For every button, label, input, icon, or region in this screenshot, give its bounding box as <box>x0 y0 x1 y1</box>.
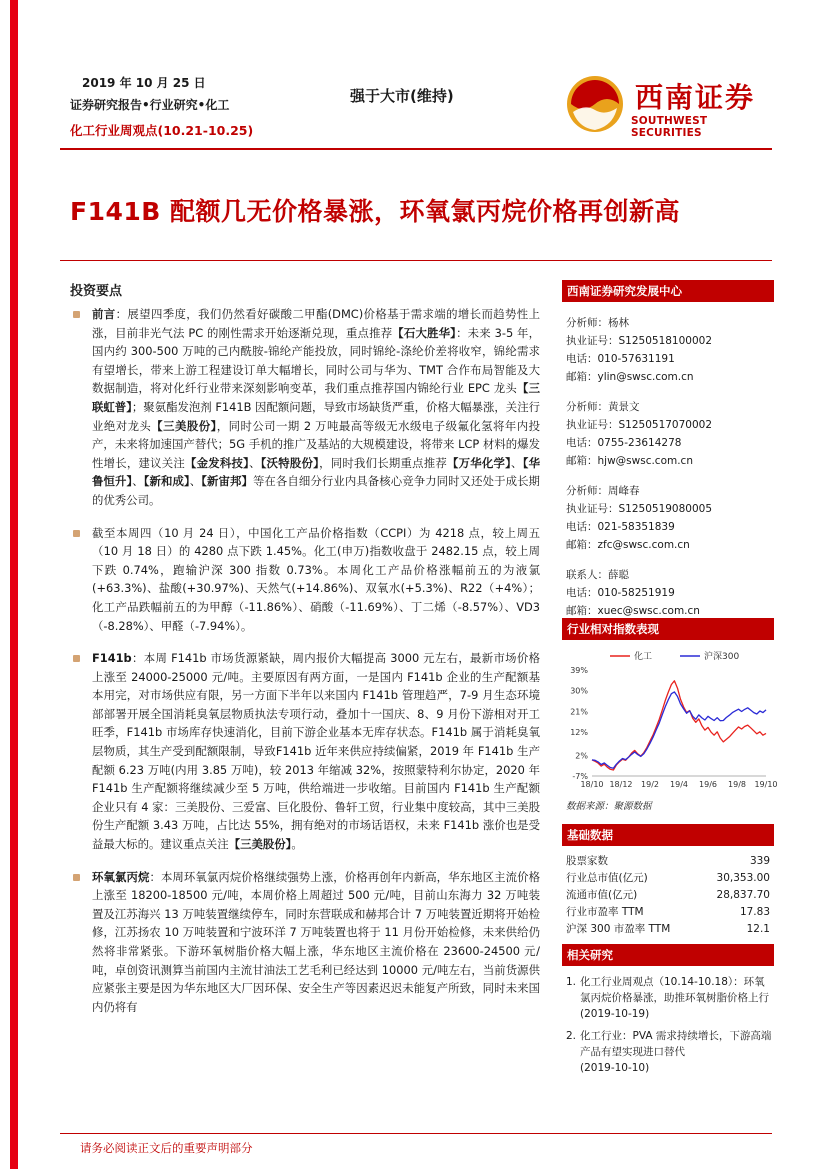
row-label: 沪深 300 市盈率 TTM <box>566 923 671 935</box>
item-date: (2019-10-19) <box>580 1008 650 1020</box>
text-run: 、 <box>249 455 261 470</box>
southwest-securities-logo <box>565 74 775 139</box>
text-run: ：本周环氧氯丙烷价格继续强势上涨，价格再创年内新高，华东地区主流价格上涨至 18200-18500 元/吨，本周价格上周超过 500 元/吨，目前山东海力 32 万吨装置及江苏海兴 13 万吨装置继续停车，同时东营联成和赫邦合计 7 万吨装置近期将开始检修，江苏扬农 10 万吨装置和宁波环洋 7 万吨装置也将于 11 月份开始检修，未来供给仍然将非常紧张。下游环氧树脂价格大幅上涨，华东地区主流价格在 23600-24500 元/吨，卓创资讯测算当前国内主流甘油法工艺毛利已经达到 10000 元/吨左右，当前货源供应紧张主要是因为华东地区大厂因环保、安全生产等因素迟迟未能复产所致，同时未来国内仍将有 <box>92 869 540 1014</box>
bullet-icon <box>73 311 80 318</box>
report-title: F141B 配额几无价格暴涨，环氧氯丙烷价格再创新高 <box>70 197 681 226</box>
bullet-icon <box>73 530 80 537</box>
legend-label: 沪深300 <box>704 652 740 662</box>
y-tick-label: 30% <box>570 686 588 696</box>
contact-email[interactable]: 邮箱：xuec@swsc.com.cn <box>566 605 700 617</box>
row-value: 17.83 <box>739 905 770 918</box>
stock-highlight: 【石大胜华】 <box>392 325 457 340</box>
logo-chinese-name: 西南证券 <box>635 81 756 114</box>
analyst-cert: 执业证号：S1250517070002 <box>566 419 713 431</box>
text-run: ；聚氨酯发泡剂 F141B 因配额问题，导致市场缺货严重，价格大幅暴涨，关注行业绝对龙头 <box>92 399 540 433</box>
stock-highlight: 【新宙邦】 <box>201 474 253 489</box>
stock-highlight: 【金发科技】 <box>185 455 250 470</box>
paragraph-preface <box>70 305 540 510</box>
industry-rating: 强于大市(维持) <box>350 87 454 105</box>
bullet-icon <box>73 655 80 662</box>
stock-highlight: 【万华化学】 <box>446 455 512 470</box>
left-accent-bar <box>10 0 18 1169</box>
report-category: 证券研究报告•行业研究•化工 <box>70 98 230 112</box>
table-row <box>562 903 774 920</box>
text-run: 截至本周四（10 月 24 日），中国化工产品价格指数（CCPI）为 4218 点，较上周五（10 月 18 日）的 4280 点下跌 1.45%。化工(申万)指数收盘于 2482.15 点，较上周下跌 0.74%，跑输沪深 300 指数 0.73%。本周化工产品价格涨幅前五的为液氯(+63.3%)、盐酸(+30.97%)、天然气(+14.86%)、双氧水(+5.3%)、R22（+4%）；化工产品跌幅前五的为甲醇（-11.86%）、硝酸（-11.69%）、丁二烯（-8.57%）、VD3（-8.28%）、甲醛（-7.94%）。 <box>92 525 540 633</box>
y-tick-label: -7% <box>572 772 588 781</box>
paragraph-lead: F141b <box>92 651 132 666</box>
paragraph-lead: 环氧氯丙烷 <box>92 869 150 884</box>
series-line-hs300 <box>592 692 766 768</box>
logo-english-name: SOUTHWEST SECURITIES <box>631 115 708 139</box>
analyst-list <box>562 314 774 620</box>
x-tick-label: 19/10 <box>754 780 778 789</box>
row-label: 流通市值(亿元) <box>566 889 638 901</box>
table-row <box>562 869 774 886</box>
research-center-heading: 西南证券研究发展中心 <box>562 280 774 302</box>
analyst-name: 分析师：杨林 <box>566 317 629 329</box>
list-item[interactable] <box>566 1028 774 1076</box>
legend-label: 化工 <box>634 652 653 662</box>
analyst-tel: 电话：010-57631191 <box>566 353 675 365</box>
contact-tel: 电话：010-58251919 <box>566 587 675 599</box>
analyst-cert: 执业证号：S1250518100002 <box>566 335 713 347</box>
basic-data-table <box>562 852 774 937</box>
footer-divider <box>60 1133 772 1134</box>
item-text: 化工行业：PVA 需求持续增长，下游高端产品有望实现进口替代 <box>580 1030 772 1058</box>
table-row <box>562 852 774 869</box>
bullet-icon <box>73 874 80 881</box>
chart-source: 数据来源：聚源数据 <box>566 801 652 812</box>
relative-index-box <box>562 618 778 812</box>
text-run: 等在各自细分行业内具备核心竞争力同时又还处于成长期的优秀公司。 <box>92 474 540 507</box>
text-run: 、 <box>189 474 202 489</box>
stock-highlight: 【华鲁恒升】 <box>92 455 540 489</box>
x-tick-label: 18/10 <box>580 780 604 789</box>
y-tick-label: 2% <box>575 751 588 761</box>
row-label: 行业总市值(亿元) <box>566 872 648 884</box>
stock-highlight: 【三美股份】 <box>151 418 217 433</box>
text-run: ：展望四季度，我们仍然看好碳酸二甲酯(DMC)价格基于需求端的增长而趋势性上涨，目前非光气法 PC 的刚性需求开始逐渐兑现，重点推荐 <box>92 307 540 340</box>
text-run: 、 <box>132 474 144 489</box>
report-date: 2019 年 10 月 25 日 <box>82 76 206 90</box>
row-value: 339 <box>749 854 770 867</box>
row-label: 股票家数 <box>566 855 608 867</box>
header-divider <box>60 148 772 150</box>
row-label: 行业市盈率 TTM <box>566 906 644 918</box>
stock-highlight: 【新和成】 <box>143 474 190 489</box>
series-line-chemical <box>592 681 766 770</box>
title-divider <box>60 260 772 261</box>
item-number: 1. <box>566 976 577 988</box>
basic-data-box <box>562 824 774 937</box>
investment-points-heading: 投资要点 <box>70 284 123 299</box>
relative-index-chart <box>562 644 778 794</box>
related-research-box <box>562 944 774 1082</box>
stock-highlight: 【三美股份】 <box>228 837 292 852</box>
item-date: (2019-10-10) <box>580 1062 650 1074</box>
y-tick-label: 21% <box>570 707 588 717</box>
text-run: ，同时公司一期 2 万吨最高等级无水级电子级氟化氢将年内投产，未来将加速国产替代；5G 手机的推广及基站的大规模建设，将带来 LCP 材料的爆发性增长，建议关注 <box>92 418 540 470</box>
text-run: ，同时我们长期重点推荐 <box>319 455 447 470</box>
y-tick-label: 39% <box>570 666 588 675</box>
analyst-tel: 电话：0755-23614278 <box>566 437 682 449</box>
stock-highlight: 【沃特股份】 <box>260 455 320 470</box>
analyst-cert: 执业证号：S1250519080005 <box>566 503 713 515</box>
paragraph-lead: 前言 <box>92 307 116 321</box>
x-tick-label: 19/2 <box>641 780 659 789</box>
row-value: 28,837.70 <box>716 888 770 901</box>
analyst-tel: 电话：021-58351839 <box>566 521 675 533</box>
table-row <box>562 920 774 937</box>
x-tick-label: 18/12 <box>609 780 633 789</box>
x-tick-label: 19/4 <box>670 780 688 789</box>
analyst-email[interactable]: 邮箱：ylin@swsc.com.cn <box>566 371 694 383</box>
footer-disclaimer[interactable]: 请务必阅读正文后的重要声明部分 <box>80 1141 253 1155</box>
contact-name: 联系人：薛聪 <box>566 569 629 581</box>
stock-highlight: 【三联虹普】 <box>92 381 540 414</box>
text-run: ：本周 F141b 市场货源紧缺，周内报价大幅提高 3000 元左右，最新市场价格上涨至 24000-25000 元/吨。主要原因有两方面，一是国内 F141b 企业的生产配额基本用完，对市场供应有限，另一方面下半年以来国内 F141b 管理趋严，7-9 月生态环境部部署开展全国消耗臭氧层物质执法专项行动，叠加十一国庆、8、9 月份下游相对开工旺季，F141b 市场库存快速消化，目前下游企业基本无库存状态。F141b 属于消耗臭氧层物质，其生产受到配额限制，导致F141b 近年来供应持续偏紧，2019 年 F141b 生产配额 6.23 万吨(内用 3.85 万吨)，较 2013 年缩减 32%，按照蒙特利尔协定，2020 年 F141b 生产配额将继续减少至 5 万吨，供给端进一步收缩。目前国内 F141b 生产配额企业只有 4 家：三美股份、三爱富、巨化股份、鲁轩工贸，行业集中度较高，其中三美股份生产配额 3.43 万吨，占比达 55%，拥有绝对的市场话语权，未来 F141b 涨价也是受益最大标的。建议重点关注 <box>92 651 540 852</box>
row-value: 12.1 <box>746 922 770 935</box>
list-item[interactable] <box>566 974 774 1022</box>
table-row <box>562 886 774 903</box>
x-tick-label: 19/8 <box>728 780 746 789</box>
x-tick-label: 19/6 <box>699 780 717 789</box>
item-number: 2. <box>566 1030 577 1042</box>
y-tick-label: 12% <box>570 728 588 738</box>
logo-emblem-icon <box>565 74 625 134</box>
analyst-email[interactable]: 邮箱：hjw@swsc.com.cn <box>566 455 693 467</box>
analyst-email[interactable]: 邮箱：zfc@swsc.com.cn <box>566 539 690 551</box>
report-subtitle: 化工行业周观点(10.21-10.25) <box>70 123 254 138</box>
paragraph-price-index <box>70 524 540 636</box>
text-run: ：未来 3-5 年，国内约 300-500 万吨的己内酰胺-锦纶产能投放，同时锦纶-涤纶价差将收窄，锦纶需求有望增长，带来上游工程建设订单大幅增长，同时公司与华为、TMT 合作布局智能及大数据制造，将对化纤行业带来深刻影响变革，我们重点推荐国内锦纶行业 EPC 龙头 <box>92 325 540 396</box>
basic-data-heading: 基础数据 <box>562 824 774 846</box>
paragraph-f141b <box>70 649 540 854</box>
row-value: 30,353.00 <box>716 871 770 884</box>
research-center-box <box>562 280 774 620</box>
investment-points <box>70 305 540 1030</box>
analyst-name: 分析师：黄景文 <box>566 401 640 413</box>
text-run: 、 <box>511 455 523 470</box>
related-research-heading: 相关研究 <box>562 944 774 966</box>
paragraph-ech <box>70 868 540 1017</box>
analyst-name: 分析师：周峰春 <box>566 485 640 497</box>
item-text: 化工行业周观点（10.14-10.18）：环氧氯丙烷价格暴涨，助推环氧树脂价格上行 <box>580 976 769 1004</box>
related-research-list <box>562 974 774 1076</box>
relative-index-heading: 行业相对指数表现 <box>562 618 774 640</box>
text-run: 。 <box>291 837 303 852</box>
